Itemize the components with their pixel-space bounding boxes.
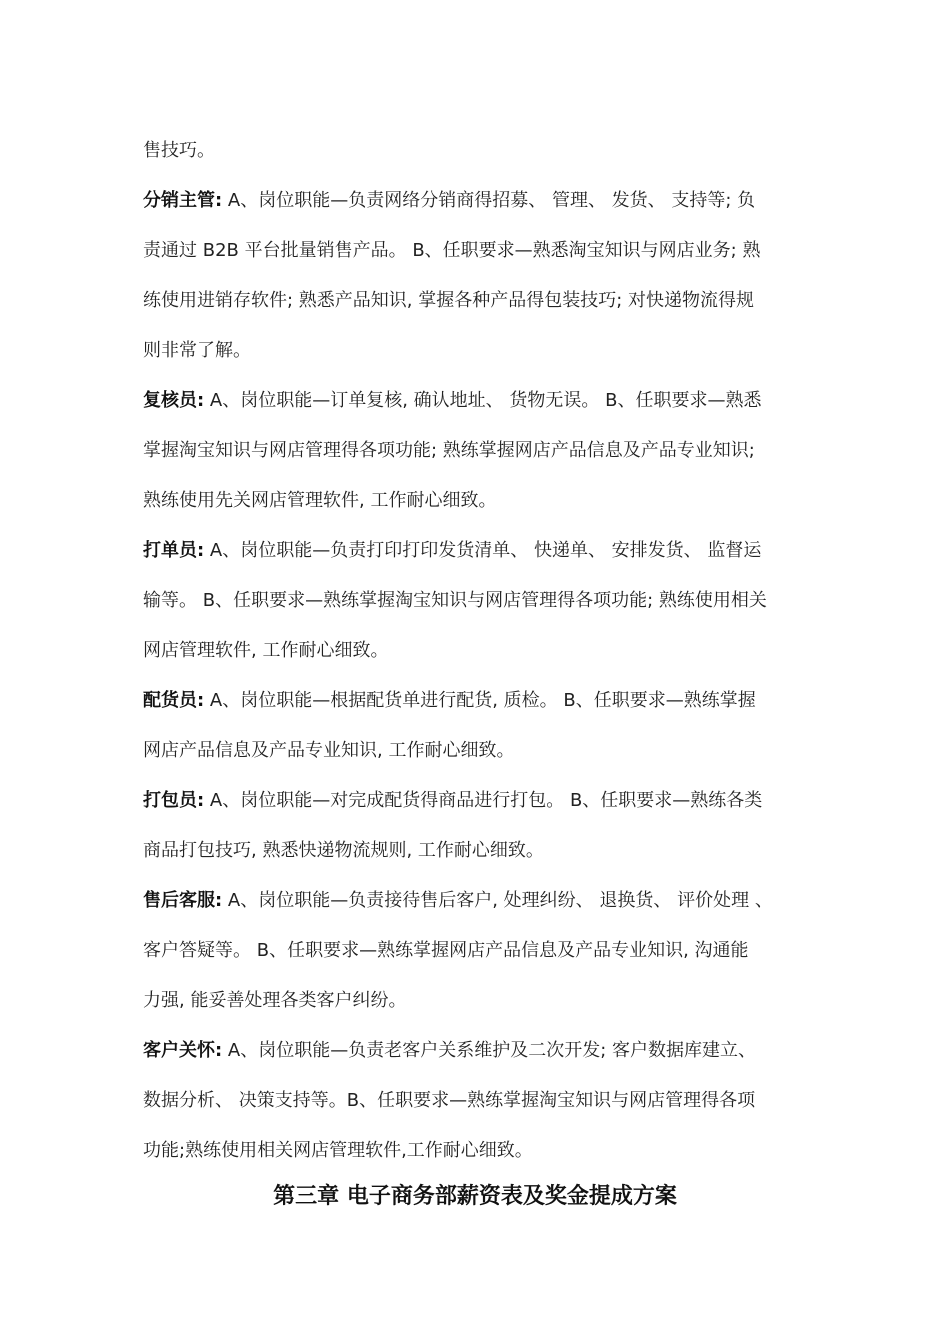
paragraph-distribution-manager: 分销主管: A、岗位职能—负责网络分销商得招募、 管理、 发货、 支持等; 负 xyxy=(143,190,756,211)
text-line: 售技巧。 xyxy=(143,140,215,161)
text-line: 功能;熟练使用相关网店管理软件,工作耐心细致。 xyxy=(143,1140,533,1161)
term-label: 打单员: xyxy=(143,540,205,561)
paragraph-after-sales: 售后客服: A、岗位职能—负责接待售后客户, 处理纠纷、 退换货、 评价处理 、 xyxy=(143,890,773,911)
text-line: 力强, 能妥善处理各类客户纠纷。 xyxy=(143,990,407,1011)
text-line: 则非常了解。 xyxy=(143,340,251,361)
paragraph-order-printer: 打单员: A、岗位职能—负责打印打印发货清单、 快递单、 安排发货、 监督运 xyxy=(143,540,762,561)
text-line: 商品打包技巧, 熟悉快递物流规则, 工作耐心细致。 xyxy=(143,840,544,861)
term-label: 复核员: xyxy=(143,390,205,411)
chapter-heading: 第三章 电子商务部薪资表及奖金提成方案 xyxy=(273,1184,677,1209)
term-label: 配货员: xyxy=(143,690,205,711)
term-label: 客户关怀: xyxy=(143,1040,223,1061)
term-label: 售后客服: xyxy=(143,890,223,911)
text-line: 输等。 B、任职要求—熟练掌握淘宝知识与网店管理得各项功能; 熟练使用相关 xyxy=(143,590,767,611)
document-body xyxy=(143,126,810,1176)
term-label: 分销主管: xyxy=(143,190,223,211)
text-line: 熟练使用先关网店管理软件, 工作耐心细致。 xyxy=(143,490,497,511)
text-line: 掌握淘宝知识与网店管理得各项功能; 熟练掌握网店产品信息及产品专业知识; xyxy=(143,440,755,461)
text-line: 客户答疑等。 B、任职要求—熟练掌握网店产品信息及产品专业知识, 沟通能 xyxy=(143,940,749,961)
text-line: 网店产品信息及产品专业知识, 工作耐心细致。 xyxy=(143,740,515,761)
paragraph-reviewer: 复核员: A、岗位职能—订单复核, 确认地址、 货物无误。 B、任职要求—熟悉 xyxy=(143,390,762,411)
text-line: 责通过 B2B 平台批量销售产品。 B、任职要求—熟悉淘宝知识与网店业务; 熟 xyxy=(143,240,761,261)
paragraph-customer-care: 客户关怀: A、岗位职能—负责老客户关系维护及二次开发; 客户数据库建立、 xyxy=(143,1040,757,1061)
text-line: 网店管理软件, 工作耐心细致。 xyxy=(143,640,389,661)
paragraph-packer: 打包员: A、岗位职能—对完成配货得商品进行打包。 B、任职要求—熟练各类 xyxy=(143,790,763,811)
text-line: 练使用进销存软件; 熟悉产品知识, 掌握各种产品得包装技巧; 对快递物流得规 xyxy=(143,290,755,311)
term-label: 打包员: xyxy=(143,790,205,811)
text-line: 数据分析、 决策支持等。B、任职要求—熟练掌握淘宝知识与网店管理得各项 xyxy=(143,1090,756,1111)
paragraph-picker: 配货员: A、岗位职能—根据配货单进行配货, 质检。 B、任职要求—熟练掌握 xyxy=(143,690,756,711)
